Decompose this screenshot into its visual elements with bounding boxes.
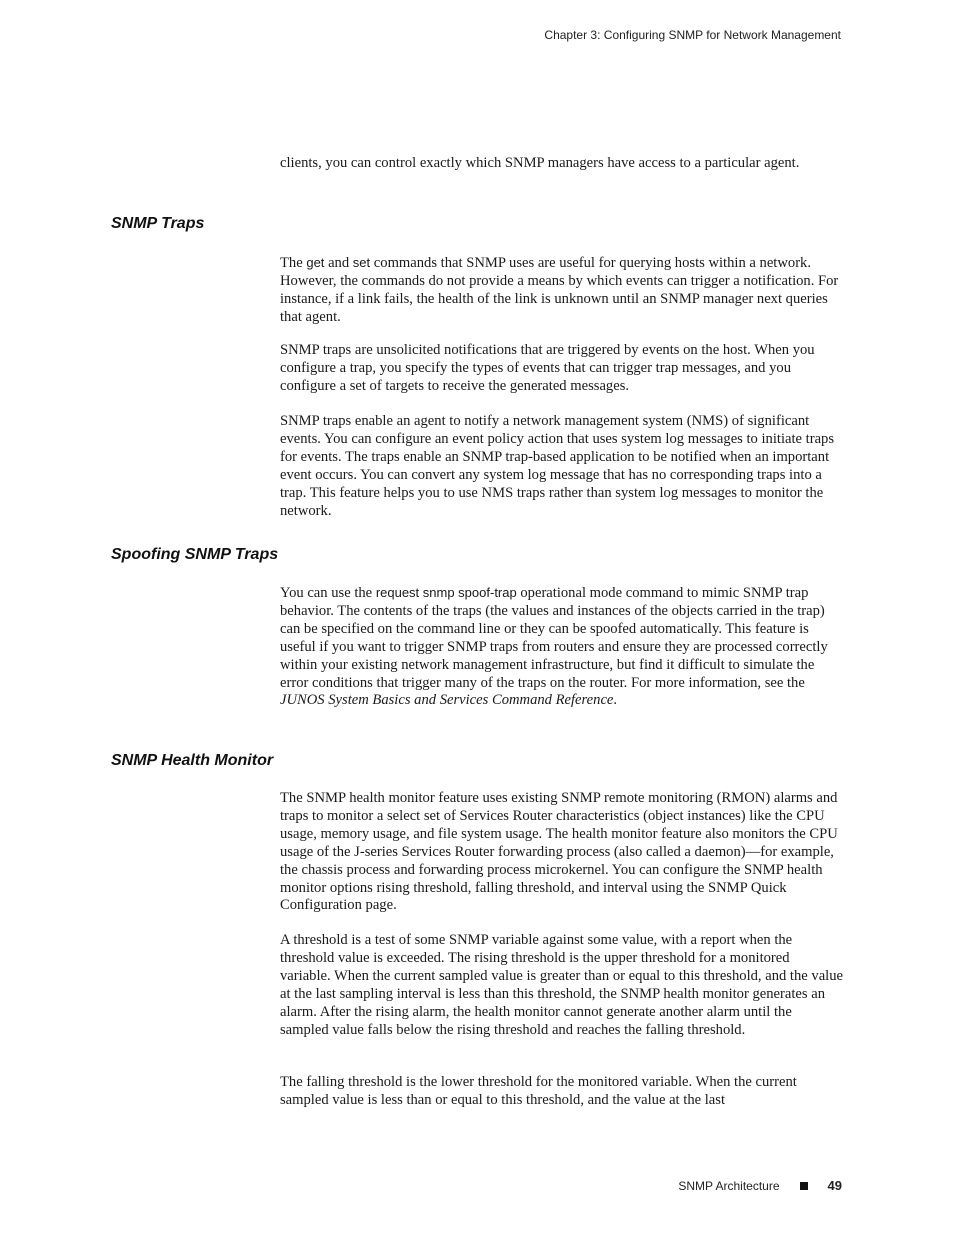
- health-paragraph-3: The falling threshold is the lower threshold for the monitored variable. When the current sampled value is less than or equal to this threshold, and the value at the last: [280, 1074, 797, 1108]
- spoofing-text-c: .: [613, 692, 618, 709]
- page-footer: [678, 1178, 842, 1193]
- spoof-trap-command: request snmp spoof-trap: [375, 585, 517, 600]
- heading-snmp-health-monitor: SNMP Health Monitor: [111, 752, 274, 769]
- traps-paragraph-2: SNMP traps are unsolicited notifications that are triggered by events on the host. When you configure a trap, you specify the types of events that can trigger trap messages, and you configure a set of targets to receive the generated messages.: [280, 342, 815, 394]
- square-bullet-icon: [800, 1182, 808, 1190]
- get-command: get: [306, 255, 325, 270]
- running-header: Chapter 3: Configuring SNMP for Network Management: [544, 28, 841, 42]
- traps-p1-text-b: and: [324, 255, 353, 271]
- health-paragraph-1: The SNMP health monitor feature uses existing SNMP remote monitoring (RMON) alarms and traps to monitor a select set of Services Router characteristics (object instances) like the CPU usage, memory usage, and file system usage. The health monitor feature also monitors the CPU usage of the J-series Services Router forwarding process (also called a daemon)—for example, the chassis process and forwarding process microkernel. You can configure the SNMP health monitor options rising threshold, falling threshold, and interval using the SNMP Quick Configuration page.: [280, 790, 838, 914]
- spoofing-paragraph: [280, 584, 843, 710]
- footer-section-name: SNMP Architecture: [678, 1178, 780, 1193]
- traps-p1-text-c: commands that SNMP uses are useful for querying hosts within a network. However, the commands do not provide a means by which events can trigger a notification. For instance, if a link fails, the health of the link is unknown until an SNMP manager next queries that agent.: [280, 255, 839, 325]
- health-paragraph-2: A threshold is a test of some SNMP variable against some value, with a report when the threshold value is exceeded. The rising threshold is the upper threshold for a monitored variable. When the current sampled value is greater than or equal to this threshold, and the value at the last sampling interval is less than this threshold, the SNMP health monitor generates an alarm. After the rising alarm, the health monitor cannot generate another alarm until the sampled value falls below the rising threshold and reaches the falling threshold.: [280, 932, 844, 1038]
- traps-paragraph-3: SNMP traps enable an agent to notify a network management system (NMS) of significant events. You can configure an event policy action that uses system log messages to initiate traps for events. The traps enable an SNMP trap-based application to be notified when an important event occurs. You can convert any system log message that has no corresponding traps into a trap. This feature helps you to use NMS traps rather than system log messages to monitor the network.: [280, 413, 835, 519]
- heading-spoofing-snmp-traps: Spoofing SNMP Traps: [111, 546, 279, 563]
- traps-p1-text-a: The: [280, 255, 307, 271]
- intro-paragraph: clients, you can control exactly which SNMP managers have access to a particular agent.: [280, 155, 800, 171]
- heading-snmp-traps: SNMP Traps: [111, 215, 205, 232]
- page-number: 49: [827, 1178, 842, 1193]
- traps-paragraph-1: [280, 254, 843, 327]
- set-command: set: [352, 255, 371, 270]
- command-reference-title: JUNOS System Basics and Services Command Reference: [280, 692, 614, 709]
- spoofing-text-b: operational mode command to mimic SNMP trap behavior. The contents of the traps (the values and instances of the objects carried in the trap) can be specified on the command line or they can be spoofed automatically. This feature is useful if you want to trigger SNMP traps from routers and ensure they are processed correctly within your existing network management infrastructure, but find it difficult to simulate the error conditions that trigger many of the traps on the router. For more information, see the: [280, 585, 828, 691]
- spoofing-text-a: You can use the: [280, 585, 376, 601]
